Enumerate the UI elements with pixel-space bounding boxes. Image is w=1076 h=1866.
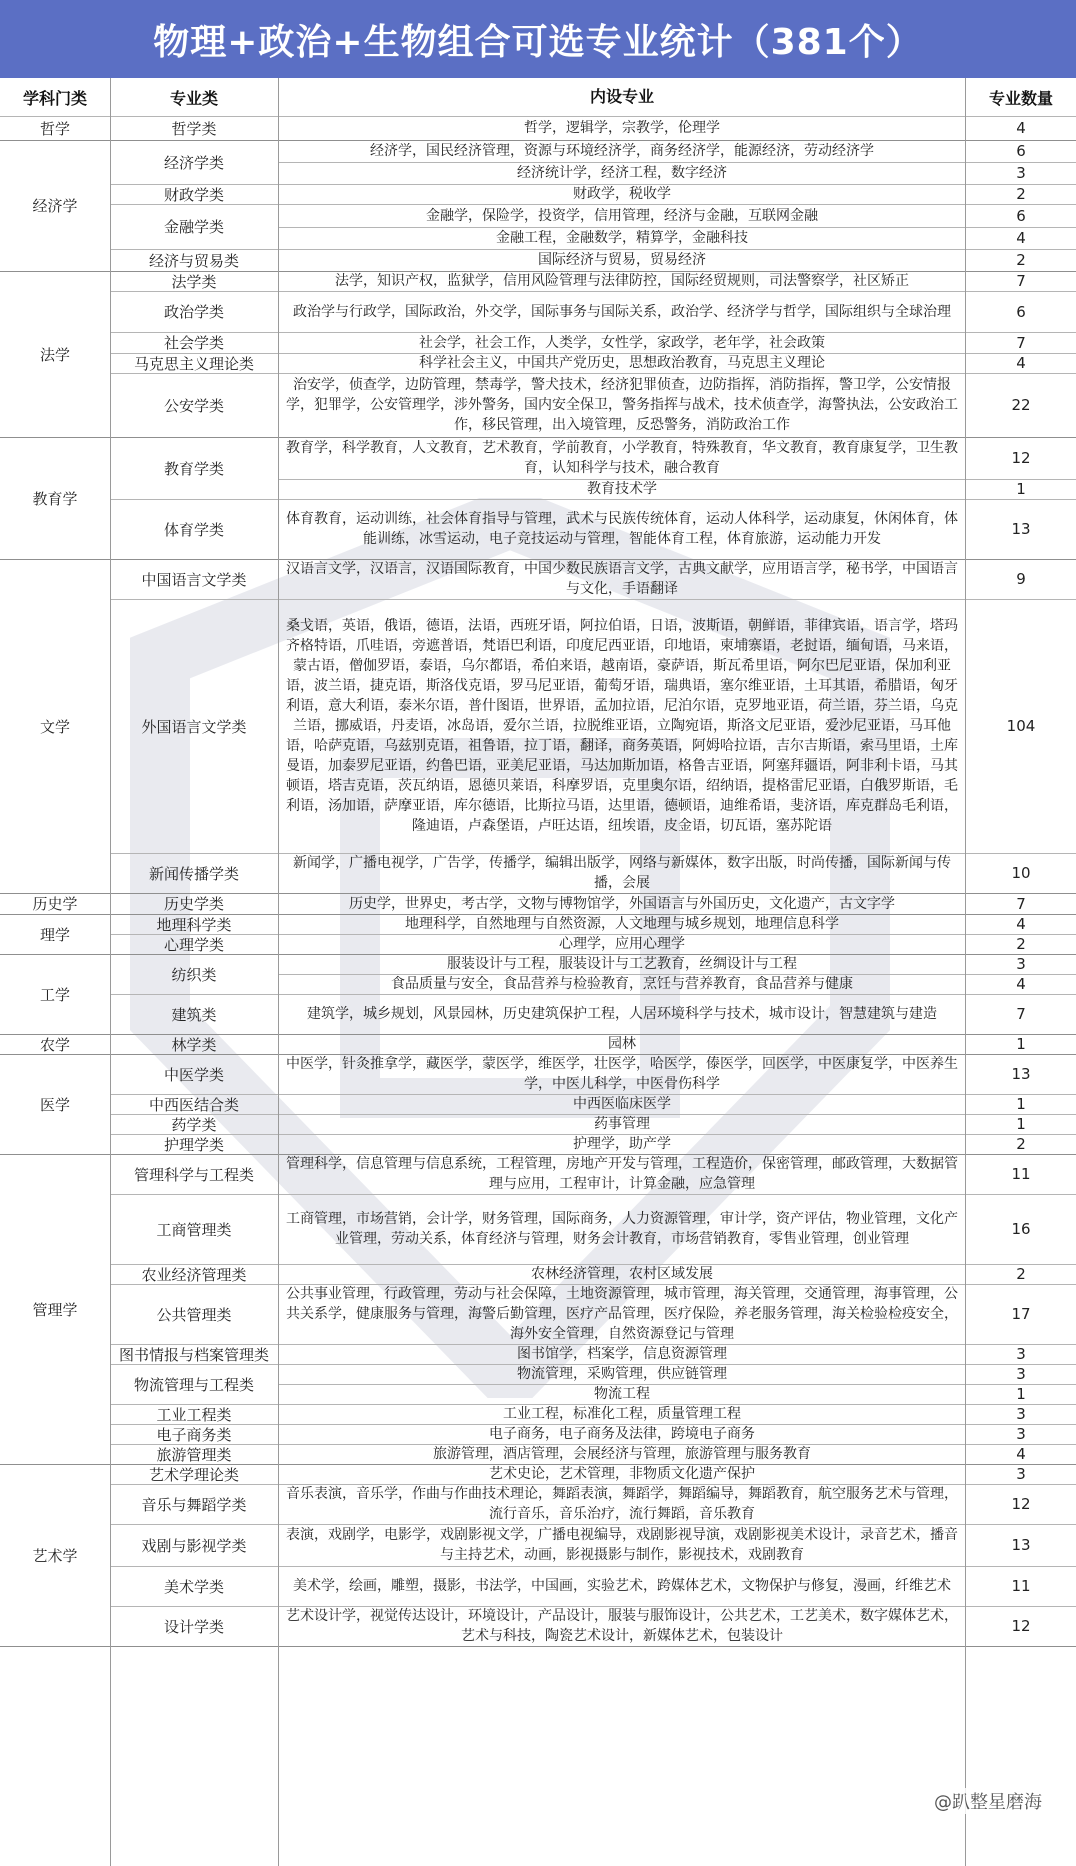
major-class: 马克思主义理论类 <box>133 354 254 373</box>
major-detail: 图书馆学，档案学，信息资源管理 <box>517 1346 727 1362</box>
major-detail: 社会学，社会工作，人类学，女性学，家政学，老年学，社会政策 <box>419 334 825 351</box>
major-count: 3 <box>1016 955 1026 973</box>
major-count: 1 <box>1016 1385 1026 1403</box>
major-detail: 管理科学，信息管理与信息系统，工程管理，房地产开发与管理，工程造价，保密管理，邮政管理，大数据管理与应用，工程审计，计算金融，应急管理 <box>286 1156 958 1192</box>
major-class: 管理科学与工程类 <box>133 1165 254 1184</box>
major-count: 7 <box>1016 333 1026 352</box>
major-count: 13 <box>1011 1536 1031 1554</box>
major-detail: 地理科学，自然地理与自然资源，人文地理与城乡规划，地理信息科学 <box>405 916 839 932</box>
major-count: 3 <box>1016 164 1026 182</box>
major-count: 9 <box>1016 570 1026 588</box>
discipline-category: 管理学 <box>32 1300 78 1319</box>
major-count: 104 <box>1006 717 1036 735</box>
major-detail: 国际经济与贸易，贸易经济 <box>538 252 706 268</box>
major-detail: 教育技术学 <box>587 481 657 497</box>
major-count: 4 <box>1016 915 1026 933</box>
major-detail: 工商管理，市场营销，会计学，财务管理，国际商务，人力资源管理，审计学，资产评估，物业管理，文化产业管理，劳动关系，体育经济与管理，财务会计教育，市场营销教育，零售业管理，创业管理 <box>286 1211 958 1247</box>
major-class: 旅游管理类 <box>156 1445 232 1464</box>
major-class: 设计学类 <box>163 1617 224 1636</box>
major-detail: 财政学，税收学 <box>573 186 671 202</box>
major-count: 13 <box>1011 520 1031 538</box>
major-detail: 药事管理 <box>594 1116 650 1132</box>
major-count: 7 <box>1016 894 1026 913</box>
major-count: 7 <box>1016 272 1026 290</box>
major-count: 2 <box>1016 185 1026 203</box>
major-class: 经济与贸易类 <box>148 251 239 270</box>
major-detail: 艺术史论，艺术管理，非物质文化遗产保护 <box>489 1466 755 1482</box>
major-class: 护理学类 <box>163 1135 224 1154</box>
major-detail: 工业工程，标准化工程，质量管理工程 <box>503 1406 741 1422</box>
discipline-category: 文学 <box>39 717 70 736</box>
major-detail: 音乐表演，音乐学，作曲与作曲技术理论，舞蹈表演，舞蹈学，舞蹈编导，舞蹈教育，航空服务艺术与管理，流行音乐，音乐治疗，流行舞蹈，音乐教育 <box>286 1486 958 1522</box>
major-count: 2 <box>1016 251 1026 269</box>
major-detail: 哲学，逻辑学，宗教学，伦理学 <box>524 120 720 136</box>
major-detail: 心理学，应用心理学 <box>559 936 685 952</box>
discipline-category: 艺术学 <box>32 1546 78 1565</box>
discipline-category: 理学 <box>39 925 70 944</box>
header-row <box>0 78 1076 116</box>
major-detail: 公共事业管理，行政管理，劳动与社会保障，土地资源管理，城市管理，海关管理，交通管理，海事管理，公共关系学，健康服务与管理，海警后勤管理，医疗产品管理，医疗保险，养老服务管理，海关检验检疫安全，海外安全管理，自然资源登记与管理 <box>286 1286 958 1342</box>
major-class: 工商管理类 <box>156 1220 232 1239</box>
major-class: 公安学类 <box>163 396 224 415</box>
major-count: 7 <box>1016 1005 1026 1023</box>
major-detail: 新闻学，广播电视学，广告学，传播学，编辑出版学，网络与新媒体，数字出版，时尚传播，国际新闻与传播，会展 <box>293 855 951 891</box>
major-count: 2 <box>1016 935 1026 953</box>
page-title: 物理+政治+生物组合可选专业统计（381个） <box>153 21 923 63</box>
major-count: 1 <box>1016 480 1026 498</box>
major-detail: 金融学，保险学，投资学，信用管理，经济与金融，互联网金融 <box>426 207 818 224</box>
major-detail: 历史学，世界史，考古学，文物与博物馆学，外国语言与外国历史，文化遗产，古文字学 <box>349 895 895 912</box>
major-class: 金融学类 <box>163 218 224 236</box>
discipline-category: 医学 <box>39 1095 70 1114</box>
header-count: 专业数量 <box>988 88 1053 108</box>
major-class: 中国语言文学类 <box>141 570 247 589</box>
major-class: 药学类 <box>171 1115 217 1134</box>
header-major: 专业类 <box>169 88 218 108</box>
major-class: 美术学类 <box>163 1577 224 1596</box>
major-count: 2 <box>1016 1135 1026 1153</box>
major-detail: 经济统计学，经济工程，数字经济 <box>517 165 727 181</box>
header-detail: 内设专业 <box>589 87 654 106</box>
major-class: 建筑类 <box>171 1005 217 1024</box>
major-class: 音乐与舞蹈学类 <box>141 1495 247 1514</box>
major-class: 农业经济管理类 <box>141 1265 247 1284</box>
major-detail: 汉语言文学，汉语言，汉语国际教育，中国少数民族语言文学，古典文献学，应用语言学，秘书学，中国语言与文化，手语翻译 <box>286 561 958 597</box>
discipline-category: 历史学 <box>32 895 78 913</box>
column-divider <box>110 78 111 1866</box>
major-class: 图书情报与档案管理类 <box>118 1345 269 1364</box>
discipline-category: 经济学 <box>32 197 78 215</box>
major-class: 经济学类 <box>163 153 224 172</box>
major-count: 12 <box>1011 1617 1031 1635</box>
major-count: 12 <box>1011 449 1031 467</box>
major-detail: 体育教育，运动训练，社会体育指导与管理，武术与民族传统体育，运动人体科学，运动康复，休闲体育，体能训练，冰雪运动，电子竞技运动与管理，智能体育工程，体育旅游，运动能力开发 <box>286 511 958 547</box>
major-table <box>0 78 1076 1866</box>
major-class: 政治学类 <box>163 303 224 321</box>
discipline-category: 法学 <box>39 345 70 364</box>
major-class: 公共管理类 <box>156 1305 232 1324</box>
major-detail: 表演，戏剧学，电影学，戏剧影视文学，广播电视编导，戏剧影视导演，戏剧影视美术设计，录音艺术，播音与主持艺术，动画，影视摄影与制作，影视技术，戏剧教育 <box>286 1527 958 1563</box>
major-count: 12 <box>1011 1495 1031 1513</box>
major-detail: 治安学，侦查学，边防管理，禁毒学，警犬技术，经济犯罪侦查，边防指挥，消防指挥，警卫学，公安情报学，犯罪学，公安管理学，涉外警务，国内安全保卫，警务指挥与战术，技术侦查学，海警执法，公安政治工作，移民管理，出入境管理，反恐警务，消防政治工作 <box>286 377 958 433</box>
major-detail: 食品质量与安全，食品营养与检验教育，烹饪与营养教育，食品营养与健康 <box>391 976 853 992</box>
column-divider <box>965 78 966 1866</box>
category-divider <box>0 1646 1076 1647</box>
major-detail: 中医学，针灸推拿学，藏医学，蒙医学，维医学，壮医学，哈医学，傣医学，回医学，中医康复学，中医养生学，中医儿科学，中医骨伤科学 <box>286 1056 958 1092</box>
major-detail: 政治学与行政学，国际政治，外交学，国际事务与国际关系，政治学、经济学与哲学，国际组织与全球治理 <box>293 303 951 320</box>
major-detail: 艺术设计学，视觉传达设计，环境设计，产品设计，服装与服饰设计，公共艺术，工艺美术，数字媒体艺术，艺术与科技，陶瓷艺术设计，新媒体艺术，包装设计 <box>286 1608 958 1644</box>
major-count: 4 <box>1016 229 1026 247</box>
major-detail: 物流管理，采购管理，供应链管理 <box>517 1366 727 1382</box>
major-count: 16 <box>1011 1220 1031 1238</box>
major-class: 地理科学类 <box>156 915 232 934</box>
major-count: 3 <box>1016 1345 1026 1363</box>
major-count: 4 <box>1016 354 1026 372</box>
major-class: 物流管理与工程类 <box>133 1375 254 1394</box>
major-count: 1 <box>1016 1035 1026 1053</box>
major-class: 体育学类 <box>163 520 224 539</box>
major-detail: 中西医临床医学 <box>573 1096 671 1112</box>
major-detail: 护理学，助产学 <box>573 1136 671 1152</box>
header-category: 学科门类 <box>22 88 87 108</box>
major-class: 纺织类 <box>171 965 217 984</box>
major-detail: 科学社会主义，中国共产党历史，思想政治教育，马克思主义理论 <box>419 355 825 371</box>
major-detail: 物流工程 <box>594 1386 650 1402</box>
major-count: 1 <box>1016 1115 1026 1133</box>
major-count: 22 <box>1011 396 1031 414</box>
major-class: 中医学类 <box>163 1065 224 1084</box>
title-banner <box>0 0 1076 78</box>
major-detail: 园林 <box>608 1036 636 1052</box>
major-class: 财政学类 <box>163 185 224 204</box>
major-count: 11 <box>1011 1577 1031 1595</box>
major-count: 17 <box>1011 1305 1031 1323</box>
major-class: 工业工程类 <box>156 1405 232 1424</box>
major-detail: 桑戈语，英语，俄语，德语，法语，西班牙语，阿拉伯语，日语，波斯语，朝鲜语，菲律宾语，语言学，塔玛齐格特语，爪哇语，旁遮普语，梵语巴利语，印度尼西亚语，印地语，柬埔寨语，老挝语，缅甸语，马来语，蒙古语，僧伽罗语，泰语，乌尔都语，希伯来语，越南语，豪萨语，斯瓦希里语，阿尔巴尼亚语，保加利亚语，波兰语，捷克语，斯洛伐克语，罗马尼亚语，葡萄牙语，瑞典语，塞尔维亚语，土耳其语，希腊语，匈牙利语，意大利语，泰米尔语，普什图语，世界语，孟加拉语，尼泊尔语，克罗地亚语，荷兰语，芬兰语，乌克兰语，挪威语，丹麦语，冰岛语，爱尔兰语，拉脱维亚语，立陶宛语，斯洛文尼亚语，爱沙尼亚语，马耳他语，哈萨克语，乌兹别克语，祖鲁语，拉丁语，翻译，商务英语，阿姆哈拉语，吉尔吉斯语，索马里语，土库曼语，加泰罗尼亚语，约鲁巴语，亚美尼亚语，马达加斯加语，格鲁吉亚语，阿塞拜疆语，阿非利卡语，马其顿语，塔吉克语，茨瓦纳语，恩德贝莱语，科摩罗语，克里奥尔语，绍纳语，提格雷尼亚语，白俄罗斯语，毛利语，汤加语，萨摩亚语，库尔德语，比斯拉马语，达里语，德顿语，迪维希语，斐济语，库克群岛毛利语，隆迪语，卢森堡语，卢旺达语，纽埃语，皮金语，切瓦语，塞苏陀语 <box>286 618 958 834</box>
major-detail: 法学，知识产权，监狱学，信用风险管理与法律防控，国际经贸规则，司法警察学，社区矫正 <box>335 273 909 289</box>
major-count: 3 <box>1016 1465 1026 1483</box>
major-count: 2 <box>1016 1265 1026 1283</box>
major-detail: 服装设计与工程，服装设计与工艺教育，丝绸设计与工程 <box>447 956 797 972</box>
discipline-category: 农学 <box>39 1035 70 1054</box>
major-class: 新闻传播学类 <box>148 864 239 883</box>
major-detail: 教育学，科学教育，人文教育，艺术教育，学前教育，小学教育，特殊教育，华文教育，教育康复学，卫生教育，认知科学与技术，融合教育 <box>286 440 958 476</box>
major-class: 电子商务类 <box>156 1425 232 1444</box>
major-count: 11 <box>1011 1165 1031 1183</box>
major-count: 4 <box>1016 119 1026 137</box>
major-count: 6 <box>1016 142 1026 160</box>
major-class: 艺术学理论类 <box>148 1465 239 1484</box>
discipline-category: 工学 <box>39 985 70 1004</box>
major-count: 1 <box>1016 1095 1026 1113</box>
major-detail: 美术学，绘画，雕塑，摄影，书法学，中国画，实验艺术，跨媒体艺术，文物保护与修复，漫画，纤维艺术 <box>293 1578 951 1594</box>
major-class: 外国语言文学类 <box>141 717 247 736</box>
major-count: 10 <box>1011 864 1031 882</box>
major-class: 历史学类 <box>163 895 224 913</box>
major-detail: 农林经济管理，农村区域发展 <box>531 1266 713 1282</box>
major-count: 3 <box>1016 1425 1026 1443</box>
major-detail: 经济学，国民经济管理，资源与环境经济学，商务经济学，能源经济，劳动经济学 <box>370 143 874 159</box>
major-count: 4 <box>1016 1445 1026 1463</box>
discipline-category: 哲学 <box>39 119 70 138</box>
major-count: 6 <box>1016 206 1026 225</box>
discipline-category: 教育学 <box>32 489 78 508</box>
major-count: 3 <box>1016 1405 1026 1423</box>
major-count: 13 <box>1011 1065 1031 1083</box>
major-count: 4 <box>1016 975 1026 993</box>
column-divider <box>278 78 279 1866</box>
major-class: 教育学类 <box>163 459 224 478</box>
major-detail: 建筑学，城乡规划，风景园林，历史建筑保护工程，人居环境科学与技术，城市设计，智慧建筑与建造 <box>307 1006 937 1022</box>
major-class: 哲学类 <box>171 119 217 138</box>
major-class: 心理学类 <box>163 935 224 954</box>
major-detail: 金融工程，金融数学，精算学，金融科技 <box>496 230 748 246</box>
major-class: 林学类 <box>171 1035 217 1054</box>
major-class: 戏剧与影视学类 <box>141 1536 247 1555</box>
major-count: 6 <box>1016 302 1026 321</box>
major-class: 中西医结合类 <box>148 1095 239 1114</box>
major-class: 社会学类 <box>163 334 224 352</box>
major-detail: 电子商务，电子商务及法律，跨境电子商务 <box>489 1426 755 1442</box>
major-count: 3 <box>1016 1365 1026 1383</box>
major-class: 法学类 <box>171 272 217 291</box>
watermark-text: @趴整星磨海 <box>930 1788 1046 1814</box>
major-detail: 旅游管理，酒店管理，会展经济与管理，旅游管理与服务教育 <box>433 1446 811 1462</box>
